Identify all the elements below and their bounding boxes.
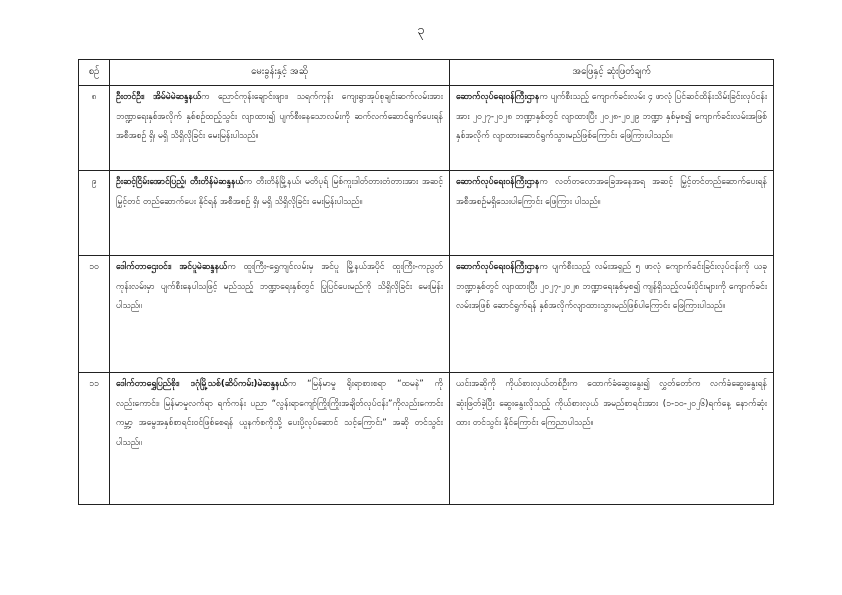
row-number: ၈ xyxy=(79,86,110,171)
answer-text: က ပျက်စီးသည့် လမ်းအရှည် ၅ ဖာလုံ ကျောက်ခင်းခြင်းလုပ်ငန်းကို ယခုဘဏ္ဍာနှစ်တွင် လျာထားပြီး ၂၀၂၇-၂၀၂၈ ဘဏ္ဍာရေးနှစ်မှစ၍ ကျန်ရှိသည့်လမ်းပိုင်းများကို ကျောက်ခင်းလမ်းအဖြစ် ဆောင်ရွက်ရန် နှစ်အလိုက်လျာထားသွားမည်ဖြစ်ပါကြောင်း ဖြေကြားပါသည်။ xyxy=(456,262,767,311)
page-number: ၃ xyxy=(417,23,425,38)
row-number: ၁၀ xyxy=(79,256,110,373)
questioner: ဦးဆင့်ငြိမ်းအောင်ပြည့်၊ တီးတိန်မဲဆန္ဒနယ် xyxy=(116,177,244,187)
header-no: စဉ် xyxy=(79,60,110,86)
answer-cell xyxy=(450,256,774,373)
answer-text: က ပျက်စီးသည့် ကျောက်ခင်းလမ်း ၄ ဖာလုံ ပြင်ဆင်ထိန်းသိမ်းခြင်းလုပ်ငန်းအား ၂၀၂၇-၂၀၂၈ ဘဏ္ဍာနှစ်တွင် လျာထားပြီး ၂၀၂၈-၂၀၂၉ ဘဏ္ဍာ နှစ်မှစ၍ ကျောက်ခင်းလမ်းအဖြစ် နှစ်အလိုက် လျာထားဆောင်ရွက်သွားမည်ဖြစ်ကြောင်း ဖြေကြားပါသည်။ xyxy=(456,92,767,141)
answer-cell xyxy=(450,373,774,505)
question-cell xyxy=(110,171,450,256)
header-answer: အဖြေနှင့် ဆုံးဖြတ်ချက် xyxy=(450,60,774,86)
table-row xyxy=(79,86,774,171)
question-text: က “မြန်မာမှု ရိုးရာစားစရာ “ထမနဲ” ကိုလည်းကောင်း၊ မြန်မာမှုလက်ရာ ရက်ကန်း ပညာ “လွန်းရာကျော်ကြိုးကြိုးအချိတ်လုပ်ငန်း”ကိုလည်းကောင်း ကမ္ဘာ့ အမွေအနှစ်စာရင်းဝင်ဖြစ်စေရန် ယူနက်စကိုသို့ ပေးပို့လုပ်ဆောင် သင့်ကြောင်း” အဆို တင်သွင်းပါသည်။ xyxy=(116,379,443,448)
question-text: က ထူးကြီး-ရွှေကျင်လမ်းမှ အင်ပူ မြို့နယ်အပိုင် ထူးကြီး-ကညွတ်ကုန်းလမ်းမှာ ပျက်စီးနေပါသဖြင့် မည်သည့် ဘဏ္ဍာရေးနှစ်တွင် ပြုပြင်ပေးမည်ကို သိရှိလိုခြင်း မေးမြန်းပါသည်။ xyxy=(116,262,443,311)
question-cell xyxy=(110,373,450,505)
questioner: ဒေါက်တာရွှေပြည်စိုး၊ ဒဂုံမြို့သစ်(ဆိပ်ကမ်း)မဲဆန္ဒနယ် xyxy=(116,379,288,389)
questioner: ဦးတင်ဦး၊ အိမ်မဲမဲဆန္ဒနယ် xyxy=(116,92,202,102)
debate-table xyxy=(78,59,774,505)
table-row xyxy=(79,373,774,505)
ministry: ဆောက်လုပ်ရေးဝန်ကြီးဌာန xyxy=(456,262,540,272)
answer-cell xyxy=(450,171,774,256)
ministry: ဆောက်လုပ်ရေးဝန်ကြီးဌာန xyxy=(456,92,540,102)
answer-text: က လတ်တလောအခြေအနေအရ အဆင့် မြှင့်တင်တည်ဆောက်ပေးရန် အစီအစဉ်မရှိသေးပါကြောင်း ဖြေကြား ပါသည်။ xyxy=(456,177,767,207)
answer-cell xyxy=(450,86,774,171)
answer-text: ယင်းအဆိုကို ကိုယ်စားလှယ်တစ်ဦးက ထောက်ခံဆွေးနွေး၍ လွှတ်တော်က လက်ခံဆွေးနွေးရန် ဆုံးဖြတ်ခဲ့ပြီး ဆွေးနွေးလိုသည့် ကိုယ်စားလှယ် အမည်စာရင်းအား (၁-၁၀-၂၀၂၆)ရက်နေ့ နောက်ဆုံးထား တင်သွင်း နိုင်ကြောင်း ကြေညာပါသည်။ xyxy=(456,379,767,428)
row-number: ၉ xyxy=(79,171,110,256)
header-question: မေးခွန်းနှင့် အဆို xyxy=(110,60,450,86)
table-header-row xyxy=(79,60,774,86)
row-number: ၁၁ xyxy=(79,373,110,505)
question-cell xyxy=(110,86,450,171)
questioner: ဒေါက်တာဌေးဝင်း၊ အင်ပူမဲဆန္ဒနယ် xyxy=(116,262,228,272)
question-cell xyxy=(110,256,450,373)
question-text: က ညောင်ကုန်းချောင်းဖျား၊ သရက်ကုန်း ကျေးရွာအုပ်စုချင်းဆက်လမ်းအား ဘဏ္ဍာရေးနှစ်အလိုက် နှစ်စဉ်ထည့်သွင်း လျာထား၍ ပျက်စီးနေသောလမ်းကို ဆက်လက်ဆောင်ရွက်ပေးရန် အစီအစဉ် ရှိ၊ မရှိ သိရှိလိုခြင်း မေးမြန်းပါသည်။ xyxy=(116,92,443,141)
table-row xyxy=(79,171,774,256)
ministry: ဆောက်လုပ်ရေးဝန်ကြီးဌာန xyxy=(456,177,540,187)
table-row xyxy=(79,256,774,373)
question-text: က တီးတိန်မြို့နယ်၊ မတိပုရ် မြစ်ကူးဒါတ်တားတံတားအား အဆင့်မြှင့်တင် တည်ဆောက်ပေး နိုင်ရန် အစီအစဉ် ရှိ၊ မရှိ သိရှိလိုခြင်း မေးမြန်းပါသည်။ xyxy=(116,177,443,207)
